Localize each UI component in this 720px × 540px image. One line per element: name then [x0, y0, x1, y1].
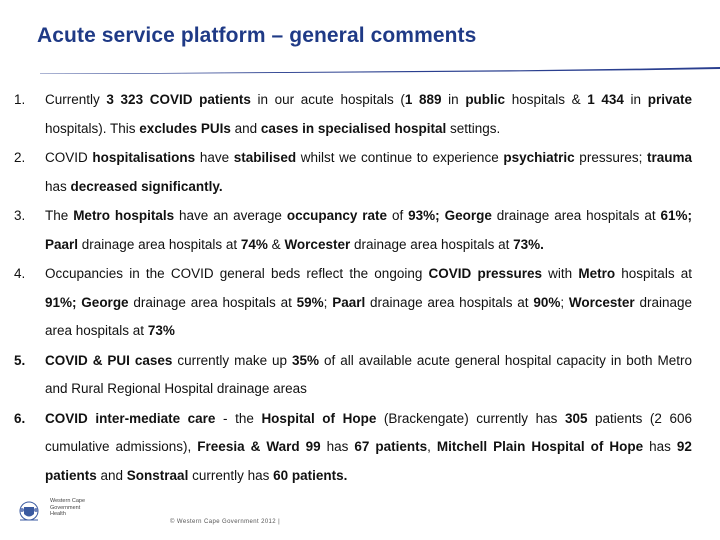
plain-text: hospitals & — [505, 92, 588, 107]
plain-text: - the — [215, 410, 262, 426]
emphasis-text: 90% — [533, 294, 561, 310]
emphasis-text: COVID & PUI cases — [45, 352, 173, 368]
plain-text: Currently — [45, 92, 107, 107]
comment-text — [45, 260, 692, 346]
plain-text: drainage area hospitals at — [128, 294, 297, 310]
emphasis-text: 305 — [564, 410, 588, 426]
plain-text: The — [45, 208, 74, 223]
emphasis-text: 67 patients — [354, 439, 428, 454]
plain-text: whilst we continue to experience — [296, 150, 504, 165]
emphasis-text: psychiatric — [503, 150, 575, 165]
comment-text — [45, 347, 692, 404]
emphasis-text: occupancy rate — [286, 208, 388, 223]
emphasis-text: stabilised — [233, 150, 297, 165]
plain-text: have — [195, 150, 234, 165]
plain-text: drainage area hospitals at — [491, 208, 661, 223]
emphasis-text: trauma — [647, 150, 693, 165]
slide-title: Acute service platform – general comments — [37, 24, 477, 47]
emphasis-text: 91%; George — [45, 294, 129, 310]
comment-text — [45, 202, 692, 259]
plain-text: and — [230, 120, 261, 136]
emphasis-text: 92 patients — [45, 439, 692, 483]
plain-text: hospitals at — [615, 266, 692, 281]
emphasis-text: hospitalisations — [92, 150, 196, 165]
plain-text: ; — [323, 294, 333, 310]
emphasis-text: 74% — [240, 236, 268, 252]
plain-text: hospitals). This — [45, 120, 140, 136]
plain-text: drainage area hospitals at — [78, 236, 241, 252]
comment-item — [8, 347, 692, 404]
emphasis-text: cases in specialised hospital — [260, 120, 447, 136]
plain-text: pressures; — [574, 150, 647, 165]
footer-copyright: © Western Cape Government 2012 | — [170, 519, 281, 525]
plain-text: and — [96, 467, 127, 483]
comment-item — [8, 260, 692, 346]
emphasis-text: Freesia & Ward 99 — [197, 439, 321, 454]
comment-item — [8, 144, 692, 201]
plain-text: has — [320, 439, 355, 454]
footer-org-line: Western Cape — [50, 498, 86, 504]
comment-number: 2. — [14, 150, 26, 165]
plain-text: have an average — [174, 208, 287, 223]
comment-number: 6. — [14, 410, 26, 426]
emphasis-text: Hospital of Hope — [261, 410, 377, 426]
comment-text — [45, 86, 692, 143]
plain-text: has — [45, 178, 71, 194]
emphasis-text: Metro — [578, 266, 616, 281]
footer-organisation — [50, 498, 90, 518]
emphasis-text: 60 patients. — [273, 467, 348, 483]
emphasis-text: 59% — [296, 294, 324, 310]
emphasis-text: public — [465, 92, 506, 107]
plain-text: has — [643, 439, 677, 454]
plain-text: & — [267, 236, 285, 252]
emphasis-text: 73% — [147, 323, 175, 338]
emphasis-text: private — [647, 92, 692, 107]
comment-item — [8, 202, 692, 259]
plain-text: with — [542, 266, 579, 281]
plain-text: in our acute hospitals ( — [250, 92, 405, 107]
comment-number: 3. — [14, 208, 26, 223]
western-cape-coat-of-arms-icon — [14, 498, 44, 528]
plain-text: settings. — [446, 120, 501, 136]
emphasis-text: Paarl — [332, 294, 366, 310]
plain-text: patients (2 606 cumulative admissions), — [45, 410, 692, 454]
emphasis-text: Worcester — [568, 294, 635, 310]
comment-number: 4. — [14, 266, 26, 281]
emphasis-text: 1 889 — [404, 92, 442, 107]
plain-text: currently make up — [172, 352, 293, 368]
emphasis-text: Worcester — [284, 236, 351, 252]
plain-text: currently has — [188, 467, 274, 483]
comment-item — [8, 86, 692, 143]
emphasis-text: 35% — [292, 352, 320, 368]
emphasis-text: 61%; Paarl — [45, 208, 693, 252]
emphasis-text: 3 323 COVID patients — [106, 92, 251, 107]
plain-text: in — [623, 92, 648, 107]
comments-list — [8, 86, 692, 491]
footer-org-line: Health — [50, 511, 66, 517]
plain-text: ; — [560, 294, 569, 310]
plain-text: drainage area hospitals at — [45, 294, 693, 338]
plain-text: of all available acute general hospital capacity in both Metro and Rural Regional Hospital drainage areas — [45, 352, 693, 396]
comment-number: 5. — [14, 352, 26, 368]
emphasis-text: COVID pressures — [428, 266, 542, 281]
comment-number: 1. — [14, 92, 26, 107]
comment-item — [8, 405, 692, 491]
footer-org-line: Government — [50, 504, 81, 511]
emphasis-text: decreased significantly. — [70, 178, 223, 194]
emphasis-text: Mitchell Plain Hospital of Hope — [436, 439, 644, 454]
plain-text: COVID — [45, 150, 93, 165]
plain-text: , — [427, 439, 437, 454]
emphasis-text: 73%. — [513, 236, 544, 252]
emphasis-text: 93%; George — [408, 208, 492, 223]
plain-text: Occupancies in the COVID general beds reflect the ongoing — [45, 266, 429, 281]
emphasis-text: Sonstraal — [126, 467, 189, 483]
emphasis-text: excludes PUIs — [139, 120, 231, 136]
plain-text: (Brackengate) currently has — [376, 410, 565, 426]
plain-text: in — [441, 92, 466, 107]
emphasis-text: Metro hospitals — [73, 208, 175, 223]
title-divider — [40, 67, 720, 75]
comment-text — [45, 144, 692, 201]
comment-text — [45, 405, 692, 491]
plain-text: drainage area hospitals at — [365, 294, 534, 310]
plain-text: of — [387, 208, 409, 223]
emphasis-text: 1 434 — [587, 92, 624, 107]
emphasis-text: COVID inter-mediate care — [45, 410, 216, 426]
plain-text: drainage area hospitals at — [350, 236, 514, 252]
